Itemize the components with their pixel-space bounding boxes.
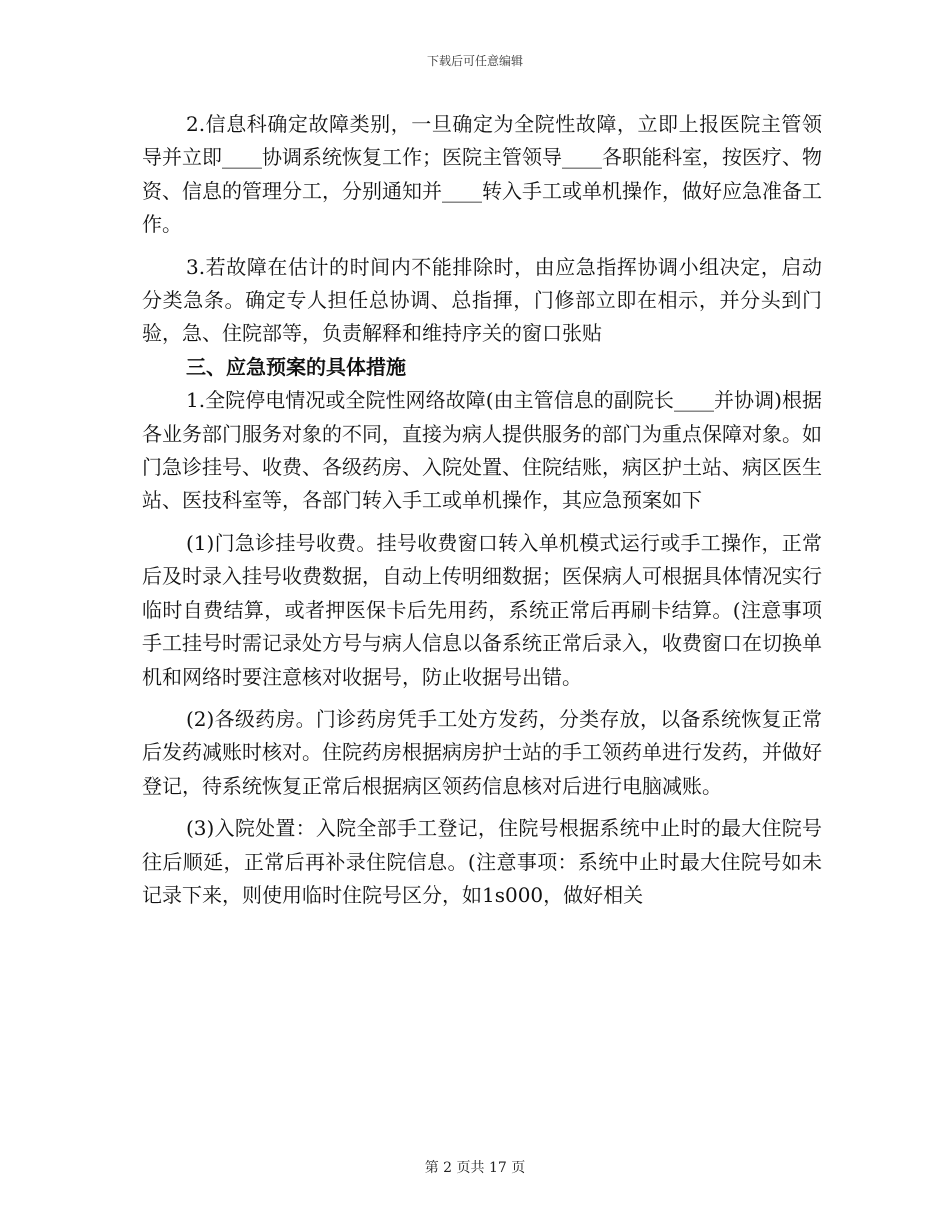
paragraph-item-1: (1)门急诊挂号收费。挂号收费窗口转入单机模式运行或手工操作，正常后及时录入挂号收费数据，自动上传明细数据；医保病人可根据具体情况实行临时自费结算，或者押医保卡后先用药，系统正常后再刷卡结算。(注意事项手工挂号时需记录处方号与病人信息以备系统正常后录入，收费窗口在切换单机和网络时要注意核对收据号，防止收据号出错。: [142, 530, 822, 689]
page-footer: 第 2 页共 17 页: [424, 1160, 526, 1176]
paragraph-3: 3.若故障在估计的时间内不能排除时，由应急指挥协调小组决定，启动分类急条。确定专人担任总协调、总指揮，门修部立即在相示，并分头到门验，急、住院部等，负责解释和维持序关的窗口张贴: [142, 254, 822, 346]
paragraph-item-2: (2)各级药房。门诊药房凭手工处方发药，分类存放，以备系统恢复正常后发药减账时核对。住院药房根据病房护士站的手工领药单进行发药，并做好登记，待系统恢复正常后根据病区领药信息核对后进行电脑减账。: [142, 706, 822, 798]
paragraph-measure-1: 1.全院停电情况或全院性网络故障(由主管信息的副院长____并协调)根据各业务部门服务对象的不同，直接为病人提供服务的部门为重点保障对象。如门急诊挂号、收费、各级药房、入院处置、住院结账，病区护土站、病区医生站、医技科室等，各部门转入手工或单机操作，其应急预案如下: [142, 388, 822, 513]
document-body: [142, 108, 822, 912]
page-header: 下载后可任意编辑: [426, 54, 523, 68]
section-heading: 三、应急预案的具体措施: [186, 354, 406, 379]
paragraph-2: 2.信息科确定故障类别，一旦确定为全院性故障，立即上报医院主管领导并立即____协调系统恢复工作；医院主管领导____各职能科室，按医疗、物资、信息的管理分工，分别通知并____转入手工或单机操作，做好应急准备工作。: [142, 112, 822, 237]
paragraph-item-3: (3)入院处置：入院全部手工登记，住院号根据系统中止时的最大住院号往后顺延，正常后再补录住院信息。(注意事项：系统中止时最大住院号如未记录下来，则使用临时住院号区分，如1s000，做好相关: [142, 816, 822, 907]
